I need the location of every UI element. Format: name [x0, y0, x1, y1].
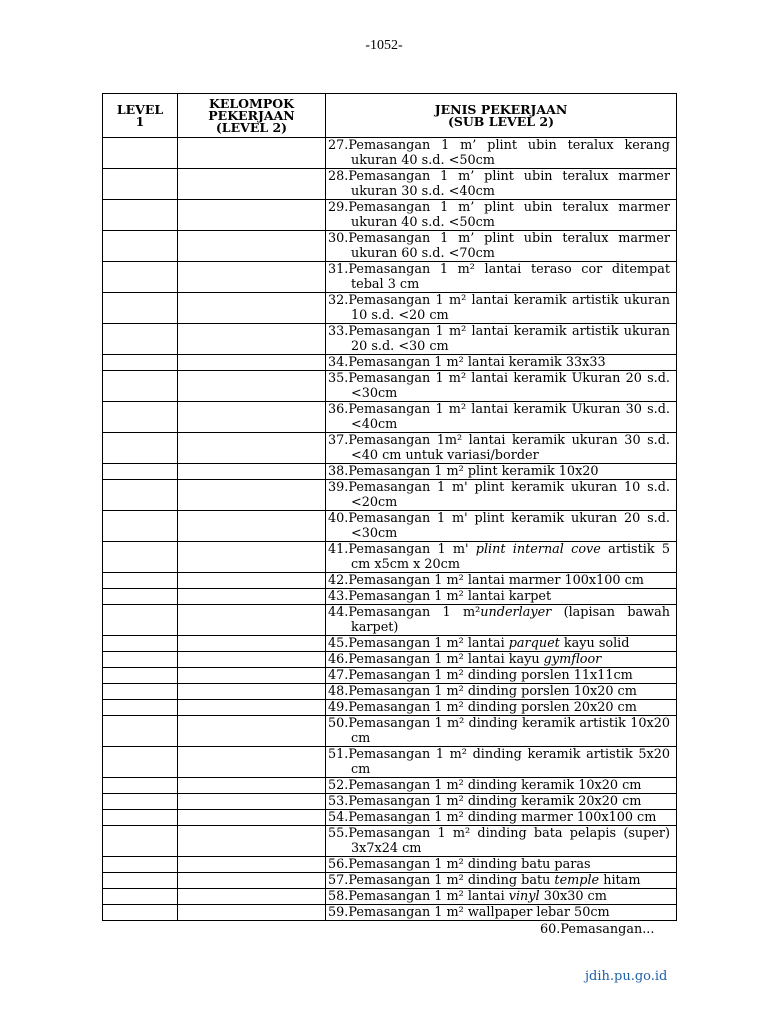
work-item-text: 52.Pemasangan 1 m² dinding keramik 10x20 cm: [328, 778, 642, 793]
kelompok-cell: [178, 589, 326, 605]
work-item-text: [328, 542, 670, 572]
jenis-pekerjaan-cell: [326, 262, 677, 293]
table-row: [103, 573, 677, 589]
level-1-cell: [103, 605, 178, 636]
work-item-text: 29.Pemasangan 1 m’ plint ubin teralux marmer ukuran 40 s.d. <50cm: [328, 200, 670, 230]
jenis-pekerjaan-cell: [326, 402, 677, 433]
work-item-text: 55.Pemasangan 1 m² dinding bata pelapis (super) 3x7x24 cm: [328, 826, 670, 856]
jenis-pekerjaan-cell: [326, 905, 677, 921]
work-item-text: [328, 636, 670, 651]
work-item-text: 43.Pemasangan 1 m² lantai karpet: [328, 589, 552, 604]
table-row: [103, 589, 677, 605]
jenis-pekerjaan-cell: [326, 200, 677, 231]
level-1-cell: [103, 747, 178, 778]
jenis-pekerjaan-cell: [326, 810, 677, 826]
work-item-text: 47.Pemasangan 1 m² dinding porslen 11x11cm: [328, 668, 633, 683]
table-header-row: [103, 94, 677, 138]
kelompok-cell: [178, 355, 326, 371]
jenis-pekerjaan-cell: [326, 511, 677, 542]
work-item-text: 42.Pemasangan 1 m² lantai marmer 100x100 cm: [328, 573, 644, 588]
table-row: [103, 794, 677, 810]
table-row: [103, 200, 677, 231]
kelompok-cell: [178, 231, 326, 262]
level-1-cell: [103, 684, 178, 700]
work-item-text-part: kayu solid: [559, 636, 630, 651]
kelompok-cell: [178, 716, 326, 747]
work-item-text-part: hitam: [599, 873, 641, 888]
level-1-cell: [103, 138, 178, 169]
kelompok-cell: [178, 262, 326, 293]
table-row: [103, 905, 677, 921]
kelompok-cell: [178, 464, 326, 480]
header-level-1-line: LEVEL: [116, 101, 164, 117]
table-row: [103, 355, 677, 371]
level-1-cell: [103, 231, 178, 262]
level-1-cell: [103, 511, 178, 542]
work-item-text-part: 57.Pemasangan 1 m² dinding batu: [328, 873, 555, 888]
kelompok-cell: [178, 371, 326, 402]
table-row: [103, 873, 677, 889]
jenis-pekerjaan-cell: [326, 794, 677, 810]
jenis-pekerjaan-cell: [326, 138, 677, 169]
jenis-pekerjaan-cell: [326, 464, 677, 480]
kelompok-cell: [178, 668, 326, 684]
kelompok-cell: [178, 889, 326, 905]
table-row: [103, 433, 677, 464]
table-row: [103, 810, 677, 826]
work-item-text-part: 30x30 cm: [539, 889, 607, 904]
page-number: -1052-: [365, 38, 403, 53]
kelompok-cell: [178, 573, 326, 589]
work-item-italic-term: parquet: [508, 636, 560, 651]
kelompok-cell: [178, 700, 326, 716]
kelompok-cell: [178, 169, 326, 200]
table-row: [103, 138, 677, 169]
jenis-pekerjaan-cell: [326, 747, 677, 778]
work-item-text: [328, 889, 670, 904]
jenis-pekerjaan-cell: [326, 371, 677, 402]
work-item-text-part: (lapisan bawah karpet): [351, 605, 670, 635]
table-row: [103, 542, 677, 573]
kelompok-cell: [178, 480, 326, 511]
header-jenis-line: (SUB LEVEL 2): [447, 113, 555, 129]
work-item-italic-term: temple: [554, 873, 600, 888]
header-level-1-line: 1: [135, 113, 145, 129]
work-item-text: 28.Pemasangan 1 m’ plint ubin teralux marmer ukuran 30 s.d. <40cm: [328, 169, 670, 199]
work-item-text-part: 44.Pemasangan 1 m²: [328, 605, 481, 620]
kelompok-cell: [178, 794, 326, 810]
work-item-text: 54.Pemasangan 1 m² dinding marmer 100x100 cm: [328, 810, 657, 825]
kelompok-cell: [178, 652, 326, 668]
kelompok-cell: [178, 747, 326, 778]
table-row: [103, 480, 677, 511]
jenis-pekerjaan-cell: [326, 231, 677, 262]
work-item-text: 51.Pemasangan 1 m² dinding keramik artistik 5x20 cm: [328, 747, 670, 777]
work-item-text: 59.Pemasangan 1 m² wallpaper lebar 50cm: [328, 905, 610, 920]
kelompok-cell: [178, 905, 326, 921]
level-1-cell: [103, 826, 178, 857]
kelompok-cell: [178, 542, 326, 573]
level-1-cell: [103, 810, 178, 826]
header-jenis-line: JENIS PEKERJAAN: [434, 101, 568, 117]
jenis-pekerjaan-cell: [326, 873, 677, 889]
table-row: [103, 668, 677, 684]
jenis-pekerjaan-cell: [326, 684, 677, 700]
table-row: [103, 511, 677, 542]
work-item-italic-term: vinyl: [508, 889, 540, 904]
work-item-text: 35.Pemasangan 1 m² lantai keramik Ukuran 20 s.d. <30cm: [328, 371, 670, 401]
table-row: [103, 857, 677, 873]
work-item-text: 34.Pemasangan 1 m² lantai keramik 33x33: [328, 355, 606, 370]
header-kelompok-line: KELOMPOK: [208, 95, 295, 111]
table-row: [103, 826, 677, 857]
jenis-pekerjaan-cell: [326, 573, 677, 589]
work-item-text: 39.Pemasangan 1 m' plint keramik ukuran 10 s.d. <20cm: [328, 480, 670, 510]
jenis-pekerjaan-cell: [326, 889, 677, 905]
table-row: [103, 169, 677, 200]
level-1-cell: [103, 873, 178, 889]
work-item-text: 33.Pemasangan 1 m² lantai keramik artistik ukuran 20 s.d. <30 cm: [328, 324, 670, 354]
kelompok-cell: [178, 810, 326, 826]
header-kelompok-line: (LEVEL 2): [215, 119, 288, 135]
work-item-text: 27.Pemasangan 1 m’ plint ubin teralux kerang ukuran 40 s.d. <50cm: [328, 138, 670, 168]
jenis-pekerjaan-cell: [326, 668, 677, 684]
work-item-text: 37.Pemasangan 1m² lantai keramik ukuran 30 s.d. <40 cm untuk variasi/border: [328, 433, 670, 463]
kelompok-cell: [178, 605, 326, 636]
work-item-text: [328, 605, 670, 635]
level-1-cell: [103, 716, 178, 747]
kelompok-cell: [178, 293, 326, 324]
table-row: [103, 636, 677, 652]
work-item-text: [328, 652, 670, 667]
jenis-pekerjaan-cell: [326, 293, 677, 324]
jenis-pekerjaan-cell: [326, 542, 677, 573]
table-row: [103, 716, 677, 747]
work-item-italic-term: plint internal cove: [475, 542, 601, 557]
table-row: [103, 402, 677, 433]
table-row: [103, 371, 677, 402]
work-item-text: 36.Pemasangan 1 m² lantai keramik Ukuran 30 s.d. <40cm: [328, 402, 670, 432]
kelompok-cell: [178, 778, 326, 794]
kelompok-cell: [178, 138, 326, 169]
level-1-cell: [103, 668, 178, 684]
level-1-cell: [103, 573, 178, 589]
kelompok-cell: [178, 857, 326, 873]
table-row: [103, 324, 677, 355]
kelompok-cell: [178, 636, 326, 652]
level-1-cell: [103, 355, 178, 371]
header-jenis-pekerjaan: [326, 94, 677, 138]
level-1-cell: [103, 778, 178, 794]
jenis-pekerjaan-cell: [326, 716, 677, 747]
jenis-pekerjaan-cell: [326, 826, 677, 857]
level-1-cell: [103, 402, 178, 433]
level-1-cell: [103, 433, 178, 464]
kelompok-cell: [178, 826, 326, 857]
kelompok-cell: [178, 402, 326, 433]
table-row: [103, 464, 677, 480]
work-item-text-part: 46.Pemasangan 1 m² lantai kayu: [328, 652, 544, 667]
table-row: [103, 700, 677, 716]
level-1-cell: [103, 857, 178, 873]
table-row: [103, 684, 677, 700]
jenis-pekerjaan-cell: [326, 778, 677, 794]
work-item-text-part: 58.Pemasangan 1 m² lantai: [328, 889, 509, 904]
kelompok-cell: [178, 433, 326, 464]
work-item-text: [328, 873, 670, 888]
work-item-text: 56.Pemasangan 1 m² dinding batu paras: [328, 857, 591, 872]
jenis-pekerjaan-cell: [326, 169, 677, 200]
level-1-cell: [103, 542, 178, 573]
level-1-cell: [103, 324, 178, 355]
kelompok-cell: [178, 684, 326, 700]
kelompok-cell: [178, 324, 326, 355]
level-1-cell: [103, 293, 178, 324]
header-kelompok-pekerjaan: [178, 94, 326, 138]
table-row: [103, 747, 677, 778]
work-item-text-part: 41.Pemasangan 1 m': [328, 542, 476, 557]
work-item-text-part: 45.Pemasangan 1 m² lantai: [328, 636, 509, 651]
table-row: [103, 605, 677, 636]
jenis-pekerjaan-cell: [326, 480, 677, 511]
work-item-text: 30.Pemasangan 1 m’ plint ubin teralux marmer ukuran 60 s.d. <70cm: [328, 231, 670, 261]
jenis-pekerjaan-cell: [326, 324, 677, 355]
table-row: [103, 231, 677, 262]
level-1-cell: [103, 636, 178, 652]
work-item-text: 38.Pemasangan 1 m² plint keramik 10x20: [328, 464, 599, 479]
jenis-pekerjaan-cell: [326, 605, 677, 636]
continuation-text: 60.Pemasangan...: [540, 922, 655, 937]
table-row: [103, 889, 677, 905]
level-1-cell: [103, 905, 178, 921]
work-item-text: 50.Pemasangan 1 m² dinding keramik artistik 10x20 cm: [328, 716, 670, 746]
jenis-pekerjaan-cell: [326, 355, 677, 371]
work-item-text: 49.Pemasangan 1 m² dinding porslen 20x20 cm: [328, 700, 637, 715]
jenis-pekerjaan-cell: [326, 652, 677, 668]
kelompok-cell: [178, 200, 326, 231]
level-1-cell: [103, 652, 178, 668]
kelompok-cell: [178, 511, 326, 542]
level-1-cell: [103, 464, 178, 480]
table-row: [103, 652, 677, 668]
work-item-text: 53.Pemasangan 1 m² dinding keramik 20x20 cm: [328, 794, 642, 809]
table-row: [103, 778, 677, 794]
level-1-cell: [103, 200, 178, 231]
footer-site-link[interactable]: jdih.pu.go.id: [585, 969, 668, 984]
level-1-cell: [103, 889, 178, 905]
level-1-cell: [103, 794, 178, 810]
level-1-cell: [103, 480, 178, 511]
kelompok-cell: [178, 873, 326, 889]
jenis-pekerjaan-cell: [326, 433, 677, 464]
work-item-italic-term: underlayer: [480, 605, 552, 620]
jenis-pekerjaan-cell: [326, 589, 677, 605]
table-row: [103, 262, 677, 293]
work-item-text: 32.Pemasangan 1 m² lantai keramik artistik ukuran 10 s.d. <20 cm: [328, 293, 670, 323]
work-item-text: 40.Pemasangan 1 m' plint keramik ukuran 20 s.d. <30cm: [328, 511, 670, 541]
work-item-text: 31.Pemasangan 1 m² lantai teraso cor ditempat tebal 3 cm: [328, 262, 670, 292]
level-1-cell: [103, 589, 178, 605]
level-1-cell: [103, 262, 178, 293]
work-item-italic-term: gymfloor: [543, 652, 602, 667]
work-items-table: [102, 93, 677, 921]
level-1-cell: [103, 371, 178, 402]
header-level-1: [103, 94, 178, 138]
jenis-pekerjaan-cell: [326, 857, 677, 873]
table-row: [103, 293, 677, 324]
level-1-cell: [103, 169, 178, 200]
jenis-pekerjaan-cell: [326, 636, 677, 652]
jenis-pekerjaan-cell: [326, 700, 677, 716]
work-item-text-part: artistik 5 cm x5cm x 20cm: [351, 542, 670, 572]
level-1-cell: [103, 700, 178, 716]
work-item-text: 48.Pemasangan 1 m² dinding porslen 10x20 cm: [328, 684, 637, 699]
header-kelompok-line: PEKERJAAN: [208, 107, 295, 123]
